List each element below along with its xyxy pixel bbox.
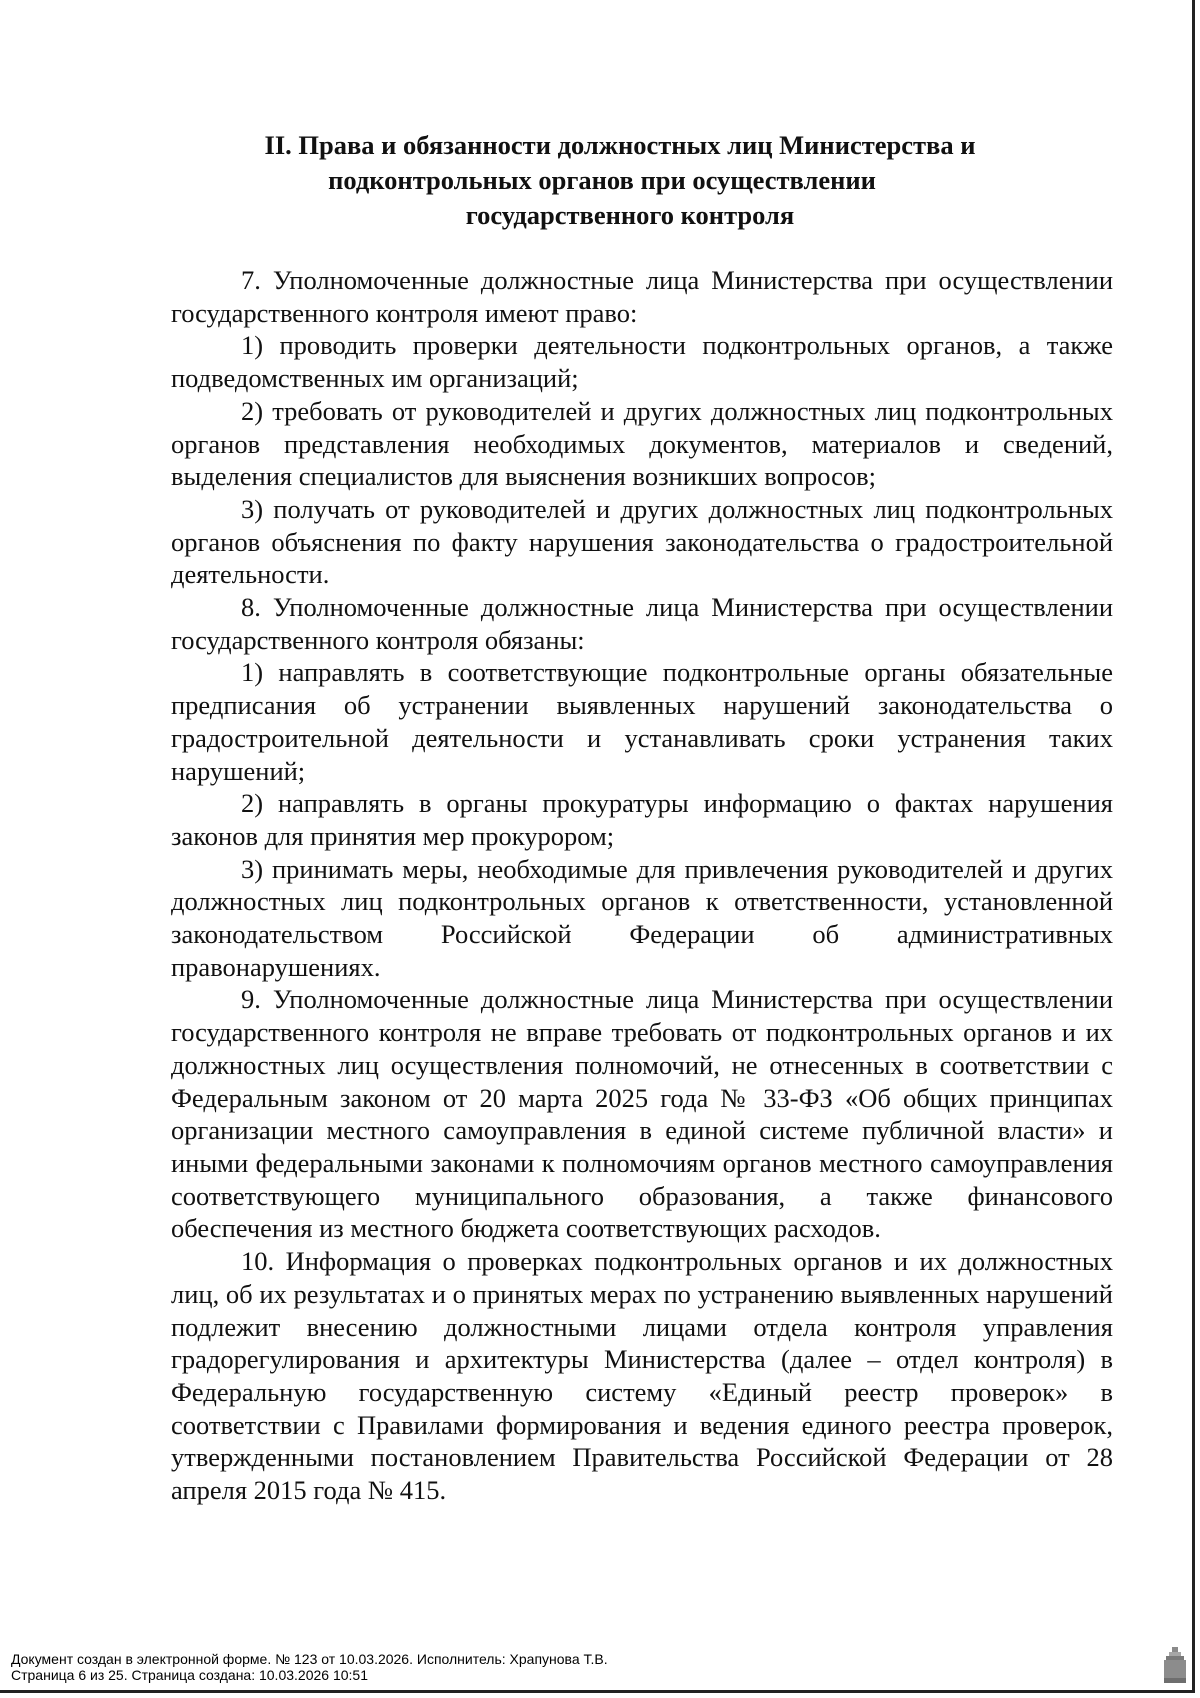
document-body — [171, 264, 1113, 1507]
paragraph-8-item-2: 2) направлять в органы прокуратуры информацию о фактах нарушения законов для принятия мер прокурором; — [171, 788, 1113, 851]
footer-line-2: Страница 6 из 25. Страница создана: 10.03.2026 10:51 — [11, 1667, 368, 1683]
paragraph-7-item-2: 2) требовать от руководителей и других должностных лиц подконтрольных органов представления необходимых документов, материалов и сведений, выделения специалистов для выяснения возникших вопросов; — [171, 395, 1113, 492]
paragraph-8: 8. Уполномоченные должностные лица Министерства при осуществлении государственного контроля обязаны: — [171, 592, 1113, 655]
paragraph-8-item-1: 1) направлять в соответствующие подконтрольные органы обязательные предписания об устранении выявленных нарушений законодательства о градостроительной деятельности и устанавливать сроки устранения таких нарушений; — [171, 657, 1113, 786]
document-footer — [11, 1651, 1161, 1683]
heading-line-2: подконтрольных органов при осуществлении — [328, 165, 876, 195]
paragraph-7: 7. Уполномоченные должностные лица Министерства при осуществлении государственного контроля имеют право: — [171, 265, 1113, 328]
paragraph-10: 10. Информация о проверках подконтрольных органов и их должностных лиц, об их результатах и о принятых мерах по устранению выявленных нарушений подлежит внесению должностными лицами отдела контроля управления градорегулирования и архитектуры Министерства (далее – отдел контроля) в Федеральную государственную систему «Единый реестр проверок» в соответствии с Правилами формирования и ведения единого реестра проверок, утвержденными постановлением Правительства Российской Федерации от 28 апреля 2015 года № 415. — [171, 1246, 1113, 1506]
footer-line-1: Документ создан в электронной форме. № 123 от 10.03.2026. Исполнитель: Храпунова Т.В. — [11, 1651, 608, 1667]
paragraph-7-item-1: 1) проводить проверки деятельности подконтрольных органов, а также подведомственных им организаций; — [171, 330, 1113, 394]
heading-line-1: II. Права и обязанности должностных лиц Министерства и — [264, 130, 976, 160]
section-heading — [170, 128, 1070, 233]
heading-line-3: государственного контроля — [465, 200, 795, 230]
paragraph-7-item-3: 3) получать от руководителей и других должностных лиц подконтрольных органов объяснения по факту нарушения законодательства о градостроительной деятельности. — [171, 493, 1113, 590]
paragraph-8-item-3: 3) принимать меры, необходимые для привлечения руководителей и других должностных лиц подконтрольных органов к ответственности, установленной законодательством Российской Федерации об административных правонарушениях. — [171, 853, 1113, 982]
document-stamp-icon — [1162, 1646, 1188, 1684]
paragraph-9: 9. Уполномоченные должностные лица Министерства при осуществлении государственного контроля не вправе требовать от подконтрольных органов и их должностных лиц осуществления полномочий, не отнесенных в соответствии с Федеральным законом от 20 марта 2025 года № 33-ФЗ «Об общих принципах организации местного самоуправления в единой системе публичной власти» и иными федеральными законами к полномочиям органов местного самоуправления соответствующего муниципального образования, а также финансового обеспечения из местного бюджета соответствующих расходов. — [171, 984, 1113, 1244]
